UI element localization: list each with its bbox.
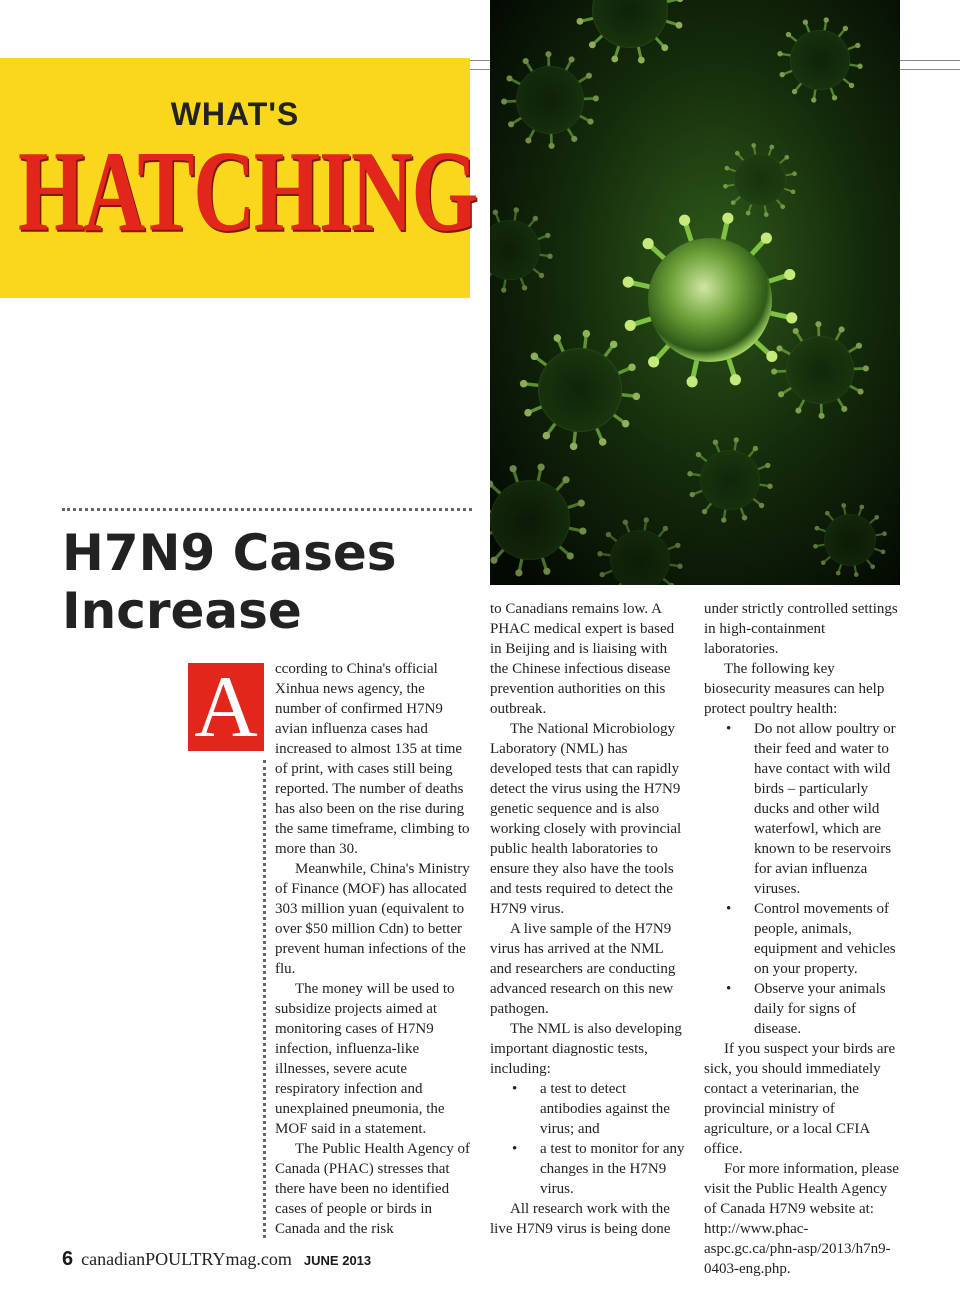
article-column-2 <box>490 599 686 1239</box>
article-column-1 <box>275 659 471 1239</box>
paragraph: under strictly controlled settings in high-containment laboratories. <box>704 601 898 657</box>
list-item: • a test to monitor for any changes in the H7N9 virus. <box>490 1139 686 1199</box>
drop-cap: A <box>188 663 264 751</box>
virus-micrograph-image <box>490 0 900 585</box>
paragraph: All research work with the live H7N9 virus is being done <box>490 1201 671 1237</box>
magazine-site-link[interactable]: canadianPOULTRYmag.com <box>81 1249 292 1269</box>
list-item: • a test to detect antibodies against the virus; and <box>490 1079 686 1139</box>
diagnostic-tests-list <box>490 1079 686 1199</box>
page-number: 6 <box>62 1248 74 1270</box>
article-headline <box>62 524 482 640</box>
headline-line-1: H7N9 Cases <box>62 524 397 582</box>
biosecurity-list <box>704 719 900 1039</box>
list-item: • Control movements of people, animals, equipment and vehicles on your property. <box>704 899 900 979</box>
paragraph: The money will be used to subsidize projects aimed at monitoring cases of H7N9 infection, influenza-like illnesses, severe acute respiratory infection and unexplained pneumonia, the MOF said in a statement. <box>275 981 455 1137</box>
headline-line-2: Increase <box>62 582 302 640</box>
paragraph: ccording to China's official Xinhua news agency, the number of confirmed H7N9 avian influenza cases had increased to almost 135 at time of print, with cases still being reported. The number of deaths has also been on the rise during the same timeframe, climbing to more than 30. <box>275 661 470 857</box>
section-masthead: HATCHING <box>18 128 477 256</box>
paragraph: to Canadians remains low. A PHAC medical expert is based in Beijing and is liaising with the Chinese infectious disease prevention authorities on this outbreak. <box>490 601 675 717</box>
section-banner <box>0 58 477 298</box>
paragraph: A live sample of the H7N9 virus has arrived at the NML and researchers are conducting advanced research on this new pathogen. <box>490 921 676 1017</box>
paragraph: Meanwhile, China's Ministry of Finance (MOF) has allocated 303 million yuan (equivalent to over $50 million Cdn) to better prevent human infections of the flu. <box>275 861 470 977</box>
list-item: • Observe your animals daily for signs of disease. <box>704 979 900 1039</box>
paragraph: For more information, please visit the Public Health Agency of Canada H7N9 website at: http://www.phac-aspc.gc.ca/phn-asp/2013/h7n9-0403-eng.php. <box>704 1161 899 1277</box>
headline-divider <box>62 508 472 511</box>
paragraph: If you suspect your birds are sick, you should immediately contact a veterinarian, the provincial ministry of agriculture, or a local CFIA office. <box>704 1041 896 1157</box>
issue-date: JUNE 2013 <box>303 1253 372 1268</box>
article-column-3 <box>704 599 900 1279</box>
page-footer <box>62 1248 371 1272</box>
section-kicker: WHAT'S <box>170 96 300 132</box>
paragraph: The National Microbiology Laboratory (NML) has developed tests that can rapidly detect the virus using the H7N9 genetic sequence and is also working closely with provincial public health laboratories to ensure they also have the tools and tests required to detect the H7N9 virus. <box>490 721 682 917</box>
paragraph: The NML is also developing important diagnostic tests, including: <box>490 1021 682 1077</box>
paragraph: The following key biosecurity measures can help protect poultry health: <box>704 661 885 717</box>
virus-hero-image <box>490 0 900 585</box>
paragraph: The Public Health Agency of Canada (PHAC) stresses that there have been no identified cases of people or birds in Canada and the risk <box>275 1141 470 1237</box>
list-item: • Do not allow poultry or their feed and water to have contact with wild birds – particularly ducks and other wild waterfowl, which are known to be reservoirs for avian influenza viruses. <box>704 719 900 899</box>
column-divider <box>263 760 266 1238</box>
